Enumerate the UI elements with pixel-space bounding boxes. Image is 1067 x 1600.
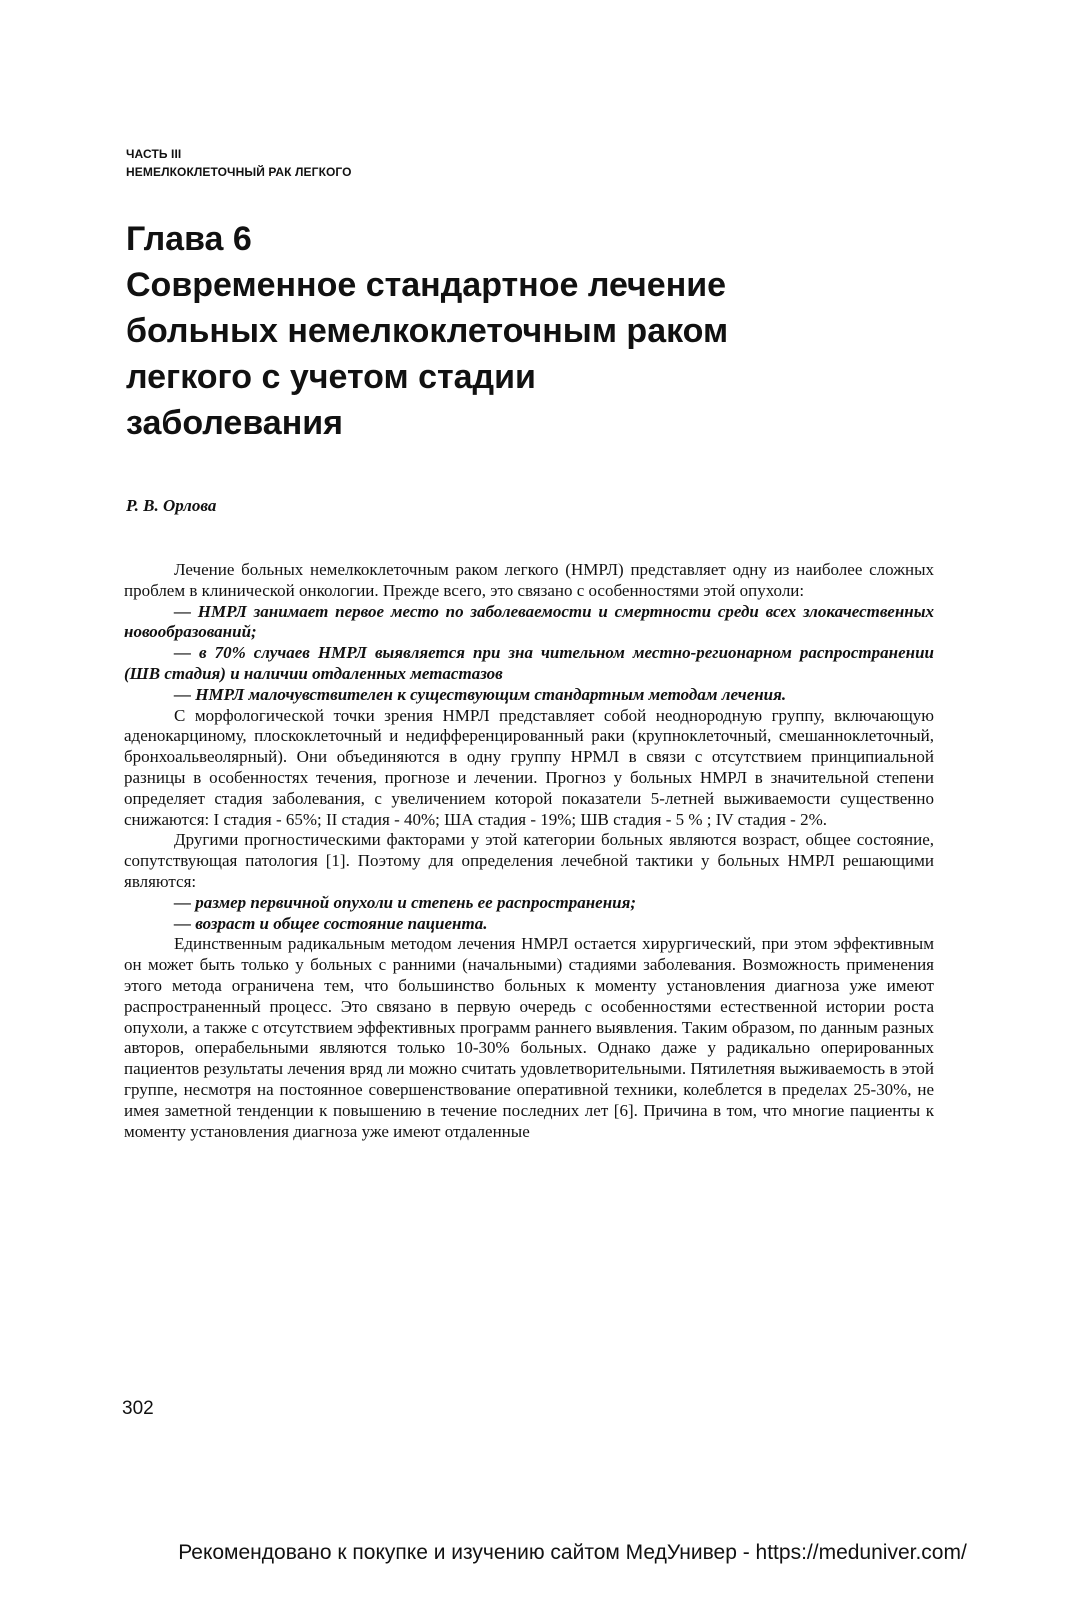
emphasis-item: — размер первичной опухоли и степень ее распространения; bbox=[174, 892, 637, 912]
running-head bbox=[126, 145, 352, 181]
chapter-label: Глава 6 bbox=[126, 220, 252, 258]
chapter-title-line: заболевания bbox=[126, 404, 343, 442]
emphasis-item: — в 70% случаев НМРЛ выявляется при зна чительном местно-регионарном распространении (ШВ стадия) и наличии отдаленных метастазов bbox=[124, 643, 934, 683]
running-head-part: ЧАСТЬ III bbox=[126, 147, 182, 161]
footer-text: Рекомендовано к покупке и изучению сайтом МедУнивер - https://meduniver.com/ bbox=[178, 1541, 967, 1564]
running-head-section: НЕМЕЛКОКЛЕТОЧНЫЙ РАК ЛЕГКОГО bbox=[126, 165, 352, 179]
paragraph: Другими прогностическими факторами у этой категории больных являются возраст, общее состояние, сопутствующая патология [1]. Поэтому для определения лечебной тактики у больных НМРЛ решающими являются: bbox=[124, 830, 934, 891]
page-number: 302 bbox=[122, 1398, 154, 1419]
emphasis-item: — НМРЛ занимает первое место по заболеваемости и смертности среди всех злокачественных новообразований; bbox=[124, 601, 934, 642]
paragraph: С морфологической точки зрения НМРЛ представляет собой неоднородную группу, включающую аденокарциному, плоскоклеточный и недифференцированный раки (крупноклеточный, смешанноклеточный, бронхоальвеолярный). Они объединяются в одну группу НРМЛ в связи с отсутствием принципиальной разницы в особенностях течения, прогнозе и лечении. Прогноз у больных НМРЛ в значительной степени определяет стадия заболевания, с увеличением которой показатели 5-летней выживаемости существенно снижаются: I стадия - 65%; II стадия - 40%; ША стадия - 19%; ШВ стадия - 5 % ; IV стадия - 2%. bbox=[124, 705, 934, 829]
author: Р. В. Орлова bbox=[126, 496, 217, 515]
footer-banner bbox=[0, 1541, 1067, 1565]
chapter-title-line: Современное стандартное лечение bbox=[126, 266, 727, 304]
emphasis-item: — возраст и общее состояние пациента. bbox=[174, 913, 488, 933]
paragraph: Единственным радикальным методом лечения НМРЛ остается хирургический, при этом эффективным он может быть только у больных с ранними (начальными) стадиями заболевания. Возможность применения этого метода ограничена тем, что большинство больных к моменту установления диагноза уже имеют распространенный процесс. Это связано в первую очередь с особенностями естественной истории роста опухоли, а также с отсутствием эффективных программ раннего выявления. Таким образом, по данным разных авторов, операбельными являются только 10-30% больных. Однако даже у радикально оперированных пациентов результаты лечения вряд ли можно считать удовлетворительными. Пятилетняя выживаемость в этой группе, несмотря на постоянное совершенствование оперативной техники, колеблется в пределах 25-30%, не имея заметной тенденции к повышению в течение последних лет [6]. Причина в том, что многие пациенты к моменту установления диагноза уже имеют отдаленные bbox=[124, 934, 934, 1141]
chapter-title bbox=[126, 216, 786, 446]
body-text bbox=[124, 560, 934, 1142]
paragraph: Лечение больных немелкоклеточным раком легкого (НМРЛ) представляет одну из наиболее сложных проблем в клинической онкологии. Прежде всего, это связано с особенностями этой опухоли: bbox=[124, 560, 934, 600]
chapter-title-line: легкого с учетом стадии bbox=[126, 358, 536, 396]
emphasis-item: — НМРЛ малочувствителен к существующим стандартным методам лечения. bbox=[174, 684, 787, 704]
chapter-title-line: больных немелкоклеточным раком bbox=[126, 312, 729, 350]
